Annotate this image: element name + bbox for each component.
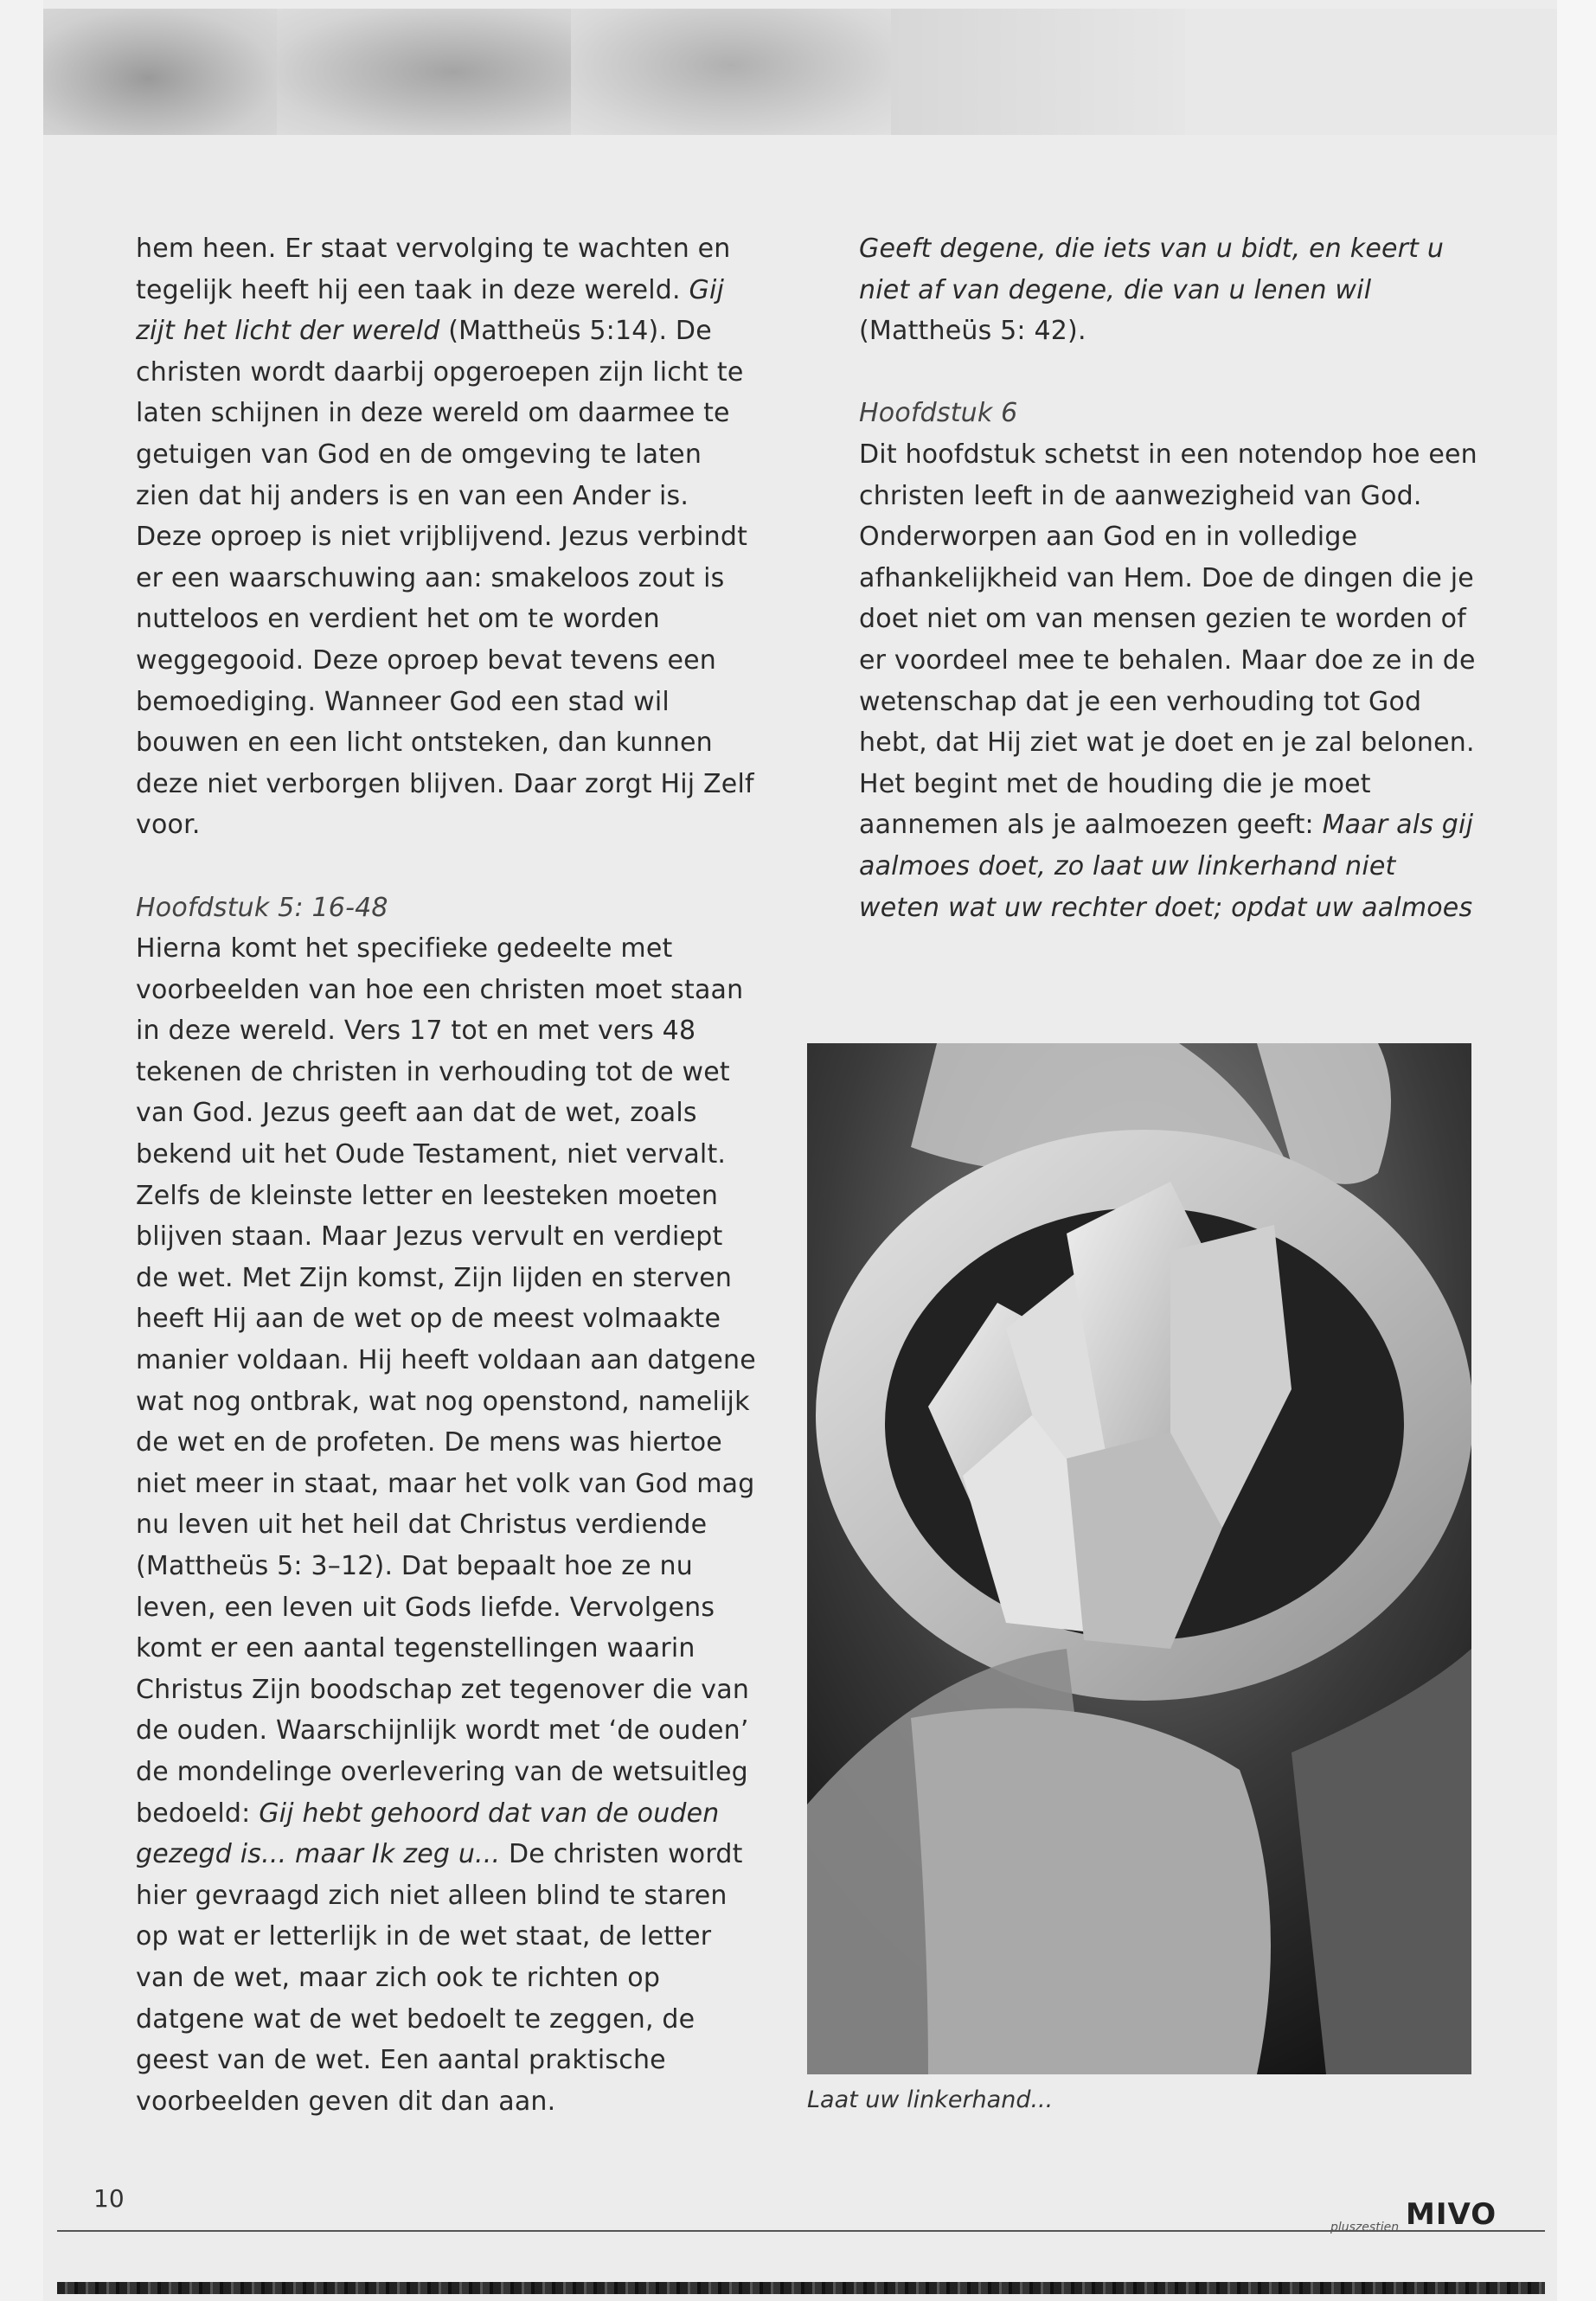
right-quote xyxy=(859,228,1482,352)
scripture-reference: (Mattheüs 5: 42). xyxy=(859,316,1086,347)
right-paragraph-1: Dit hoofdstuk schetst in een notendop hoe een christen leeft in de aanwezigheid van God. Onderworpen aan God en in volledige afhankelijkheid van Hem. Doe de dingen die je doet niet om van mensen gezien te worden of er voordeel mee te behalen. Maar doe ze in de wetenschap dat je een verhouding tot God hebt, dat Hij ziet wat je doet en je zal belonen. xyxy=(859,439,1477,759)
footer-rule xyxy=(57,2230,1545,2232)
footer-logo: MIVO xyxy=(1406,2197,1497,2232)
left-paragraph-2 xyxy=(136,928,759,2122)
photo-caption: Laat uw linkerhand... xyxy=(807,2086,1054,2113)
body-text: hem heen. Er staat vervolging te wachten en tegelijk heeft hij een taak in deze wereld. xyxy=(136,234,731,305)
body-text: (Mattheüs 5:14). De christen wordt daarbij opgeroepen zijn licht te laten schijnen in deze wereld om daarmee te getuigen van God en de omgeving te laten zien dat hij anders is en van een Ander is. Deze oproep is niet vrijblijvend. Jezus verbindt er een waarschuwing aan: smakeloos zout is nutteloos en verdient het om te worden weggegooid. Deze oproep bevat tevens een bemoediging. Wanneer God een stad wil bouwen en een licht ontsteken, dan kunnen deze niet verborgen blijven. Daar zorgt Hij Zelf voor. xyxy=(136,316,754,841)
footer-logo-small: pluszestien xyxy=(1330,2221,1400,2234)
money-spoon-photo xyxy=(807,1043,1471,2074)
section-heading: Hoofdstuk 5: 16-48 xyxy=(136,892,388,923)
scripture-quote: Maar als gij aalmoes doet, zo laat uw linkerhand niet weten wat uw rechter doet; opdat uw aalmoes xyxy=(859,810,1474,923)
left-paragraph-1 xyxy=(136,228,759,846)
section-heading: Hoofdstuk 6 xyxy=(859,398,1018,429)
body-text: De christen wordt hier gevraagd zich niet alleen blind te staren op wat er letterlijk in de wet staat, de letter van de wet, maar zich ook te richten op datgene wat de wet bedoelt te zeggen, de geest van de wet. Een aantal praktische voorbeelden geven dit dan aan. xyxy=(136,1839,743,2117)
page-edge xyxy=(1557,0,1596,2301)
header-photo-2 xyxy=(277,9,571,135)
header-photo-3 xyxy=(571,9,891,135)
body-text: Hierna komt het specifieke gedeelte met voorbeelden van hoe een christen moet staan in deze wereld. Vers 17 tot en met vers 48 tekenen de christen in verhouding tot de wet van God. Jezus geeft aan dat de wet, zoals bekend uit het Oude Testament, niet vervalt. Zelfs de kleinste letter en leesteken moeten blijven staan. Maar Jezus vervult en verdiept de wet. Met Zijn komst, Zijn lijden en sterven heeft Hij aan de wet op de meest volmaakte manier voldaan. Hij heeft voldaan aan datgene wat nog ontbrak, wat nog openstond, namelijk de wet en de profeten. De mens was hiertoe niet meer in staat, maar het volk van God mag nu leven uit het heil dat Christus verdiende (Mattheüs 5: 3–12). Dat bepaalt hoe ze nu leven, een leven uit Gods liefde. Vervolgens komt er een aantal tegenstellingen waarin Christus Zijn boodschap zet tegenover die van de ouden. Waarschijnlijk wordt met ‘de ouden’ de mondelinge overlevering van de wetsuitleg bedoeld: xyxy=(136,933,756,1829)
scripture-quote: Geeft degene, die iets van u bidt, en keert u niet af van degene, die van u lenen wil xyxy=(859,234,1445,305)
bottom-band xyxy=(57,2282,1545,2294)
body-text: Het begint met de houding die je moet aannemen als je aalmoezen geeft: xyxy=(859,768,1371,841)
scripture-quote: Gij hebt gehoord dat van de ouden gezegd is... maar Ik zeg u... xyxy=(136,1798,720,1870)
header-photo-strip xyxy=(43,9,1557,135)
scripture-quote: Gij zijt het licht der wereld xyxy=(136,274,725,347)
header-photo-1 xyxy=(43,9,277,135)
right-paragraph-2 xyxy=(859,764,1482,928)
header-photo-4 xyxy=(891,9,1185,135)
page-number: 10 xyxy=(93,2184,125,2213)
left-column xyxy=(136,228,759,2122)
right-column xyxy=(859,228,1482,928)
